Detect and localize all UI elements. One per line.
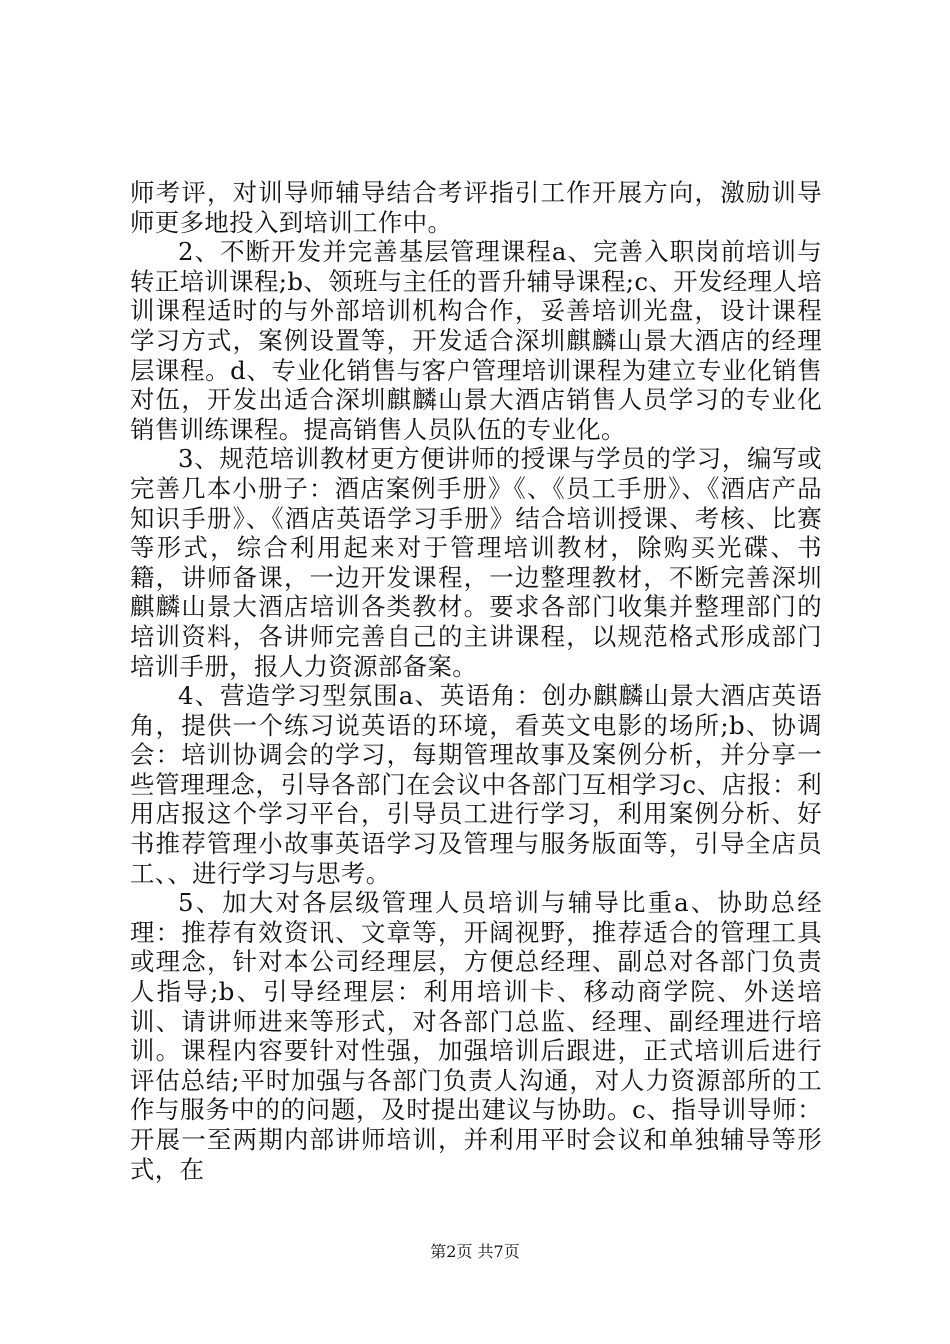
document-body: [130, 178, 822, 1184]
paragraph-4: 4、营造学习型氛围a、英语角：创办麒麟山景大酒店英语角，提供一个练习说英语的环境，看英文电影的场所;b、协调会：培训协调会的学习，每期管理故事及案例分析，并分享一些管理理念，引导各部门在会议中各部门互相学习c、店报：利用店报这个学习平台，引导员工进行学习，利用案例分析、好书推荐管理小故事英语学习及管理与服务版面等，引导全店员工、、进行学习与思考。: [130, 681, 822, 888]
paragraph-1: 师考评，对训导师辅导结合考评指引工作开展方向，激励训导师更多地投入到培训工作中。: [130, 178, 822, 237]
paragraph-3: 3、规范培训教材更方便讲师的授课与学员的学习，编写或完善几本小册子：酒店案例手册》《、《员工手册》、《酒店产品知识手册》、《酒店英语学习手册》结合培训授课、考核、比赛等形式，综合利用起来对于管理培训教材，除购买光碟、书籍，讲师备课，一边开发课程，一边整理教材，不断完善深圳麒麟山景大酒店培训各类教材。要求各部门收集并整理部门的培训资料，各讲师完善自己的主讲课程，以规范格式形成部门培训手册，报人力资源部备案。: [130, 444, 822, 681]
paragraph-5: 5、加大对各层级管理人员培训与辅导比重a、协助总经理：推荐有效资讯、文章等，开阔视野，推荐适合的管理工具或理念，针对本公司经理层，方便总经理、副总对各部门负责人指导;b、引导经理层：利用培训卡、移动商学院、外送培训、请讲师进来等形式，对各部门总监、经理、副经理进行培训。课程内容要针对性强，加强培训后跟进，正式培训后进行评估总结;平时加强与各部门负责人沟通，对人力资源部所的工作与服务中的的问题，及时提出建议与协助。c、指导训导师：开展一至两期内部讲师培训，并利用平时会议和单独辅导等形式，在: [130, 888, 822, 1184]
paragraph-2: 2、不断开发并完善基层管理课程a、完善入职岗前培训与转正培训课程;b、领班与主任的晋升辅导课程;c、开发经理人培训课程适时的与外部培训机构合作，妥善培训光盘，设计课程学习方式，案例设置等，开发适合深圳麒麟山景大酒店的经理层课程。d、专业化销售与客户管理培训课程为建立专业化销售对伍，开发出适合深圳麒麟山景大酒店销售人员学习的专业化销售训练课程。提高销售人员队伍的专业化。: [130, 237, 822, 444]
page-number-footer: 第2页 共7页: [430, 1242, 520, 1261]
